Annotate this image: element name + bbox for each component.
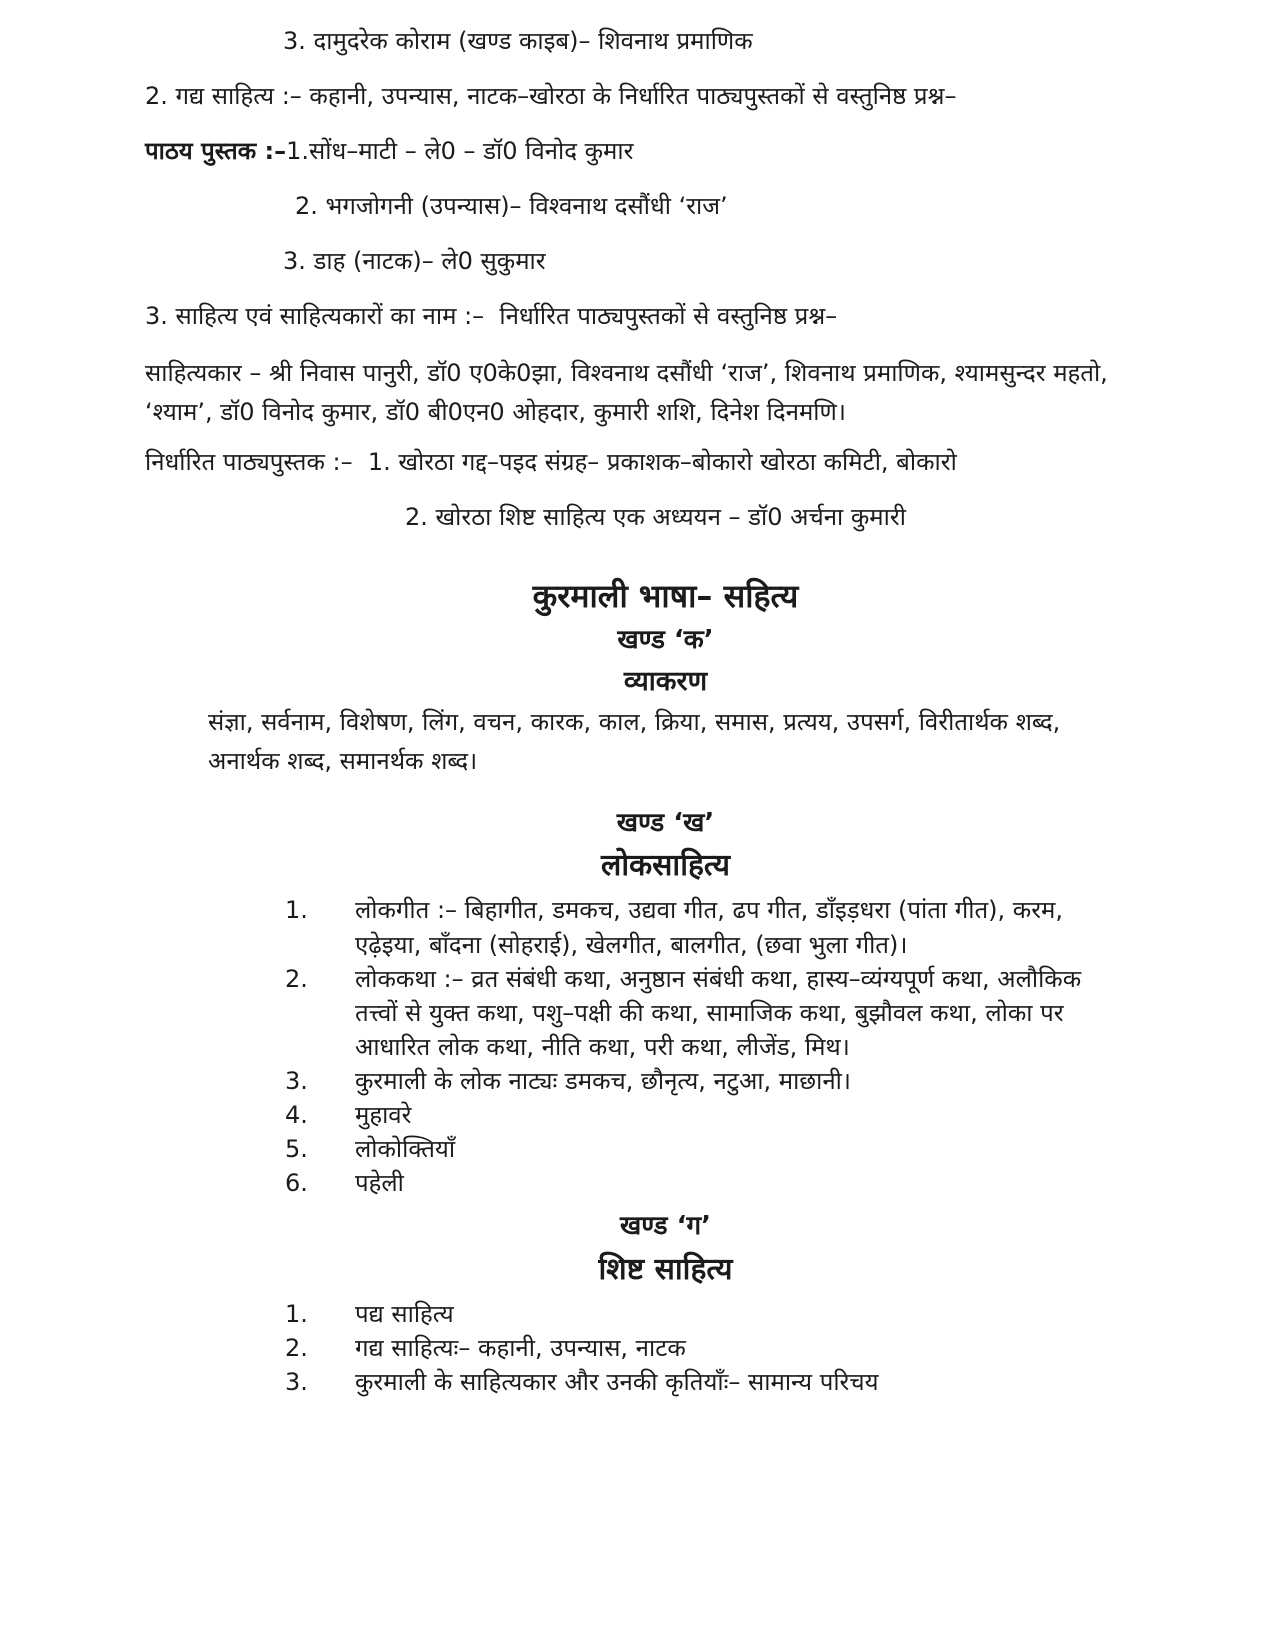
item-text: कुरमाली के लोक नाट्यः डमकच, छौनृत्य, नटुआ, माछानी। <box>355 1066 851 1095</box>
shisht-item <box>285 1297 1130 1331</box>
item-number: 5. <box>285 1134 308 1163</box>
item-number: 1. <box>285 896 308 925</box>
pathya-pustak-item3-line: 3. डाह (नाटक)– ले0 सुकुमार <box>283 247 546 276</box>
item-text: लोकोक्तियाँ <box>355 1134 456 1163</box>
loksahitya-item <box>285 962 1130 1064</box>
item-number: 4. <box>285 1100 308 1129</box>
pathya-pustak-item2-line: 2. भगजोगनी (उपन्यास)– विश्वनाथ दसौंधी ‘राज’ <box>295 192 728 221</box>
khand-kha-heading: खण्ड ‘ख’ <box>616 807 715 838</box>
vyakaran-heading: व्याकरण <box>623 665 708 697</box>
item-number: 2. <box>285 1334 308 1363</box>
kurmali-section-headings <box>145 576 1130 698</box>
item-number: 2. <box>285 964 308 993</box>
shisht-item <box>285 1365 1130 1399</box>
shisht-sahitya-heading: शिष्ट साहित्य <box>598 1251 733 1287</box>
item-text: पहेली <box>355 1169 404 1198</box>
vyakaran-body: संज्ञा, सर्वनाम, विशेषण, लिंग, वचन, कारक, काल, क्रिया, समास, प्रत्यय, उपसर्ग, विरीतार्थक शब्द, अनार्थक शब्द, समानर्थक शब्द। <box>208 707 1061 775</box>
item-number: 3. <box>285 1066 308 1095</box>
sahitya-naam-line: 3. साहित्य एवं साहित्यकारों का नाम :– निर्धारित पाठ्यपुस्तकों से वस्तुनिष्ठ प्रश्न– <box>145 302 838 331</box>
loksahitya-item <box>285 893 1130 961</box>
item-number: 1. <box>285 1299 308 1328</box>
khand-kha-headings <box>145 807 1130 886</box>
nirdharit-pustak-line: निर्धारित पाठ्यपुस्तक :– 1. खोरठा गद्द–पइद संग्रह– प्रकाशक–बोकारो खोरठा कमिटी, बोकारो <box>145 448 957 477</box>
loksahitya-item <box>285 1098 1130 1132</box>
item-number: 6. <box>285 1169 308 1198</box>
khand-ga-heading: खण्ड ‘ग’ <box>620 1211 711 1242</box>
gadya-sahitya-line: 2. गद्य साहित्य :– कहानी, उपन्यास, नाटक–खोरठा के निर्धारित पाठ्यपुस्तकों से वस्तुनिष्ठ प्रश्न– <box>145 82 957 111</box>
item-number: 3. <box>285 1368 308 1397</box>
loksahitya-list <box>145 893 1130 1200</box>
khand-ga-headings <box>145 1210 1130 1289</box>
item-text: लोकगीत :– बिहागीत, डमकच, उद्यवा गीत, ढप गीत, डाँइड़धरा (पांता गीत), करम, एढ़ेइया, बाँदना (सोहराई), खेलगीत, बालगीत, (छवा भुला गीत)। <box>355 896 1063 959</box>
item-text: पद्य साहित्य <box>355 1299 454 1328</box>
item-text: गद्य साहित्यः– कहानी, उपन्यास, नाटक <box>355 1334 686 1363</box>
shisht-item <box>285 1331 1130 1365</box>
item-text: कुरमाली के साहित्यकार और उनकी कृतियाँः– सामान्य परिचय <box>355 1368 879 1397</box>
sahityakar-paragraph: साहित्यकार – श्री निवास पानुरी, डॉ0 ए0के0झा, विश्वनाथ दसौंधी ‘राज’, शिवनाथ प्रमाणिक, श्यामसुन्दर महतो, ‘श्याम’, डॉ0 विनोद कुमार, डॉ0 बी0एन0 ओहदार, कुमारी शशि, दिनेश दिनमणि। <box>145 359 1108 426</box>
nirdharit-pustak-item2-line: 2. खोरठा शिष्ट साहित्य एक अध्ययन – डॉ0 अर्चना कुमारी <box>405 503 906 532</box>
koram-item-line: 3. दामुदरेक कोराम (खण्ड काइब)– शिवनाथ प्रमाणिक <box>283 27 753 55</box>
loksahitya-item <box>285 1064 1130 1098</box>
pathya-pustak-line <box>145 134 1130 168</box>
pathya-pustak-label: पाठय पुस्तक :– <box>145 137 287 166</box>
pathya-pustak-item1: 1.सोंध–माटी – ले0 – डॉ0 विनोद कुमार <box>286 137 634 166</box>
item-text: लोककथा :– व्रत संबंधी कथा, अनुष्ठान संबंधी कथा, हास्य–व्यंग्यपूर्ण कथा, अलौकिक तत्त्वों से युक्त कथा, पशु–पक्षी की कथा, सामाजिक कथा, बुझौवल कथा, लोका पर आधारित लोक कथा, नीति कथा, परी कथा, लीजेंड, मिथ। <box>355 964 1082 1061</box>
loksahitya-heading: लोकसाहित्य <box>601 848 730 884</box>
shisht-sahitya-list <box>145 1297 1130 1399</box>
item-text: मुहावरे <box>355 1100 412 1129</box>
khand-ka-heading: खण्ड ‘क’ <box>617 625 714 655</box>
loksahitya-item <box>285 1166 1130 1200</box>
kurmali-title: कुरमाली भाषा– सहित्य <box>532 577 799 616</box>
loksahitya-item <box>285 1132 1130 1166</box>
